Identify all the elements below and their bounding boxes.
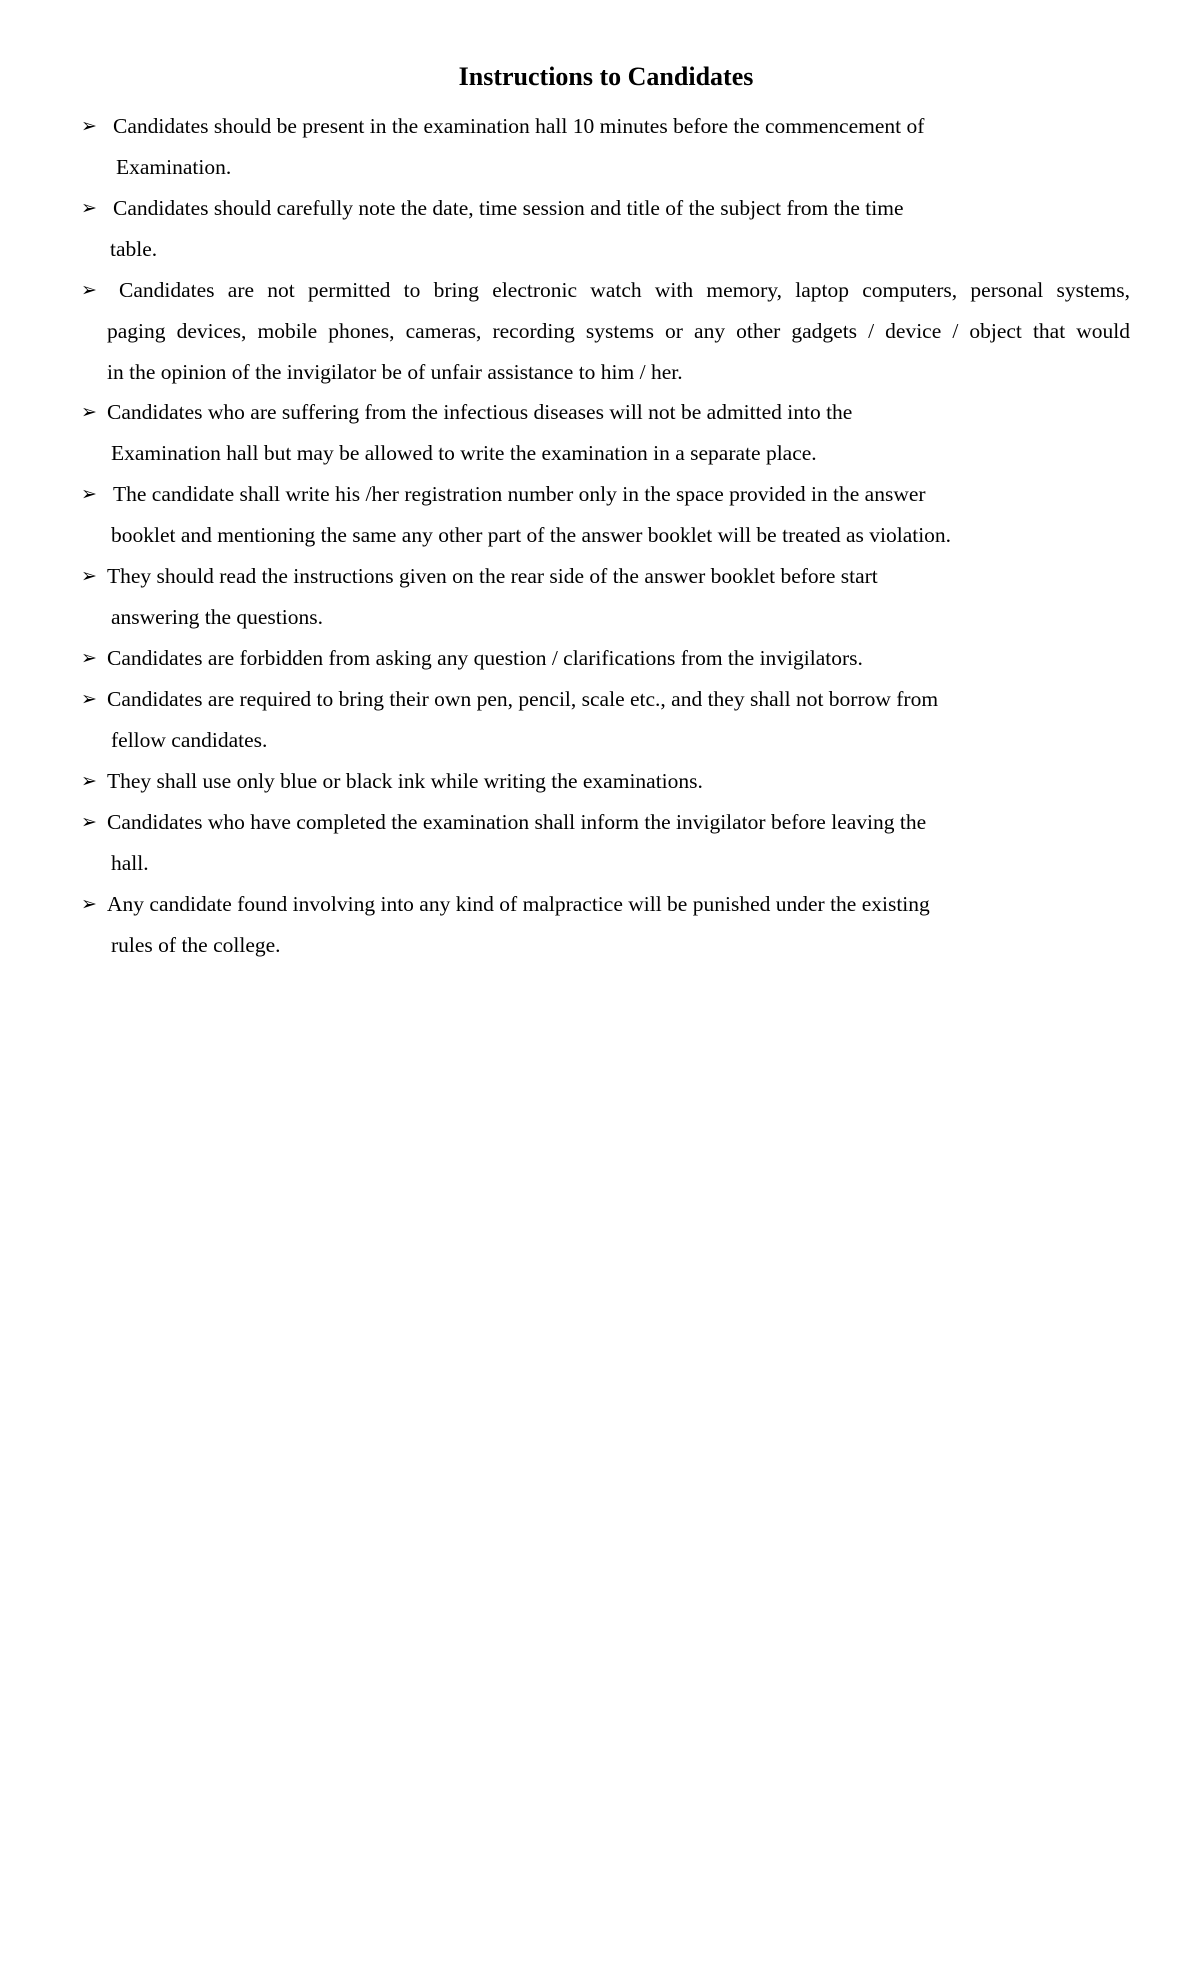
instruction-text-line: They should read the instructions given on the rear side of the answer booklet before start bbox=[107, 564, 878, 588]
document-title: Instructions to Candidates bbox=[458, 62, 754, 91]
instruction-text-line: Examination. bbox=[116, 155, 232, 179]
instruction-text-line: answering the questions. bbox=[111, 605, 323, 629]
instruction-text-line: fellow candidates. bbox=[111, 728, 268, 752]
arrow-bullet-icon: ➢ bbox=[81, 565, 97, 587]
instruction-text-line: Candidates are required to bring their own pen, pencil, scale etc., and they shall not borrow from bbox=[107, 687, 939, 711]
instruction-text-line: The candidate shall write his /her registration number only in the space provided in the answer bbox=[113, 482, 926, 506]
arrow-bullet-icon: ➢ bbox=[81, 770, 97, 792]
arrow-bullet-icon: ➢ bbox=[81, 811, 97, 833]
instruction-text-line: rules of the college. bbox=[111, 933, 281, 957]
arrow-bullet-icon: ➢ bbox=[81, 279, 97, 301]
instruction-text-line: Candidates who are suffering from the infectious diseases will not be admitted into the bbox=[107, 400, 853, 424]
instruction-text-line: Candidates who have completed the examination shall inform the invigilator before leaving the bbox=[107, 810, 927, 834]
arrow-bullet-icon: ➢ bbox=[81, 893, 97, 915]
arrow-bullet-icon: ➢ bbox=[81, 483, 97, 505]
instruction-text-line: They shall use only blue or black ink while writing the examinations. bbox=[107, 769, 703, 793]
instruction-text-line: table. bbox=[110, 237, 158, 261]
instruction-text-line: Examination hall but may be allowed to write the examination in a separate place. bbox=[111, 441, 817, 465]
instruction-text-line: paging devices, mobile phones, cameras, recording systems or any other gadgets / device / object that would bbox=[107, 319, 1130, 343]
instruction-text-line: booklet and mentioning the same any other part of the answer booklet will be treated as violation. bbox=[111, 523, 952, 547]
arrow-bullet-icon: ➢ bbox=[81, 401, 97, 423]
instruction-text-line: in the opinion of the invigilator be of unfair assistance to him / her. bbox=[107, 360, 683, 384]
arrow-bullet-icon: ➢ bbox=[81, 197, 97, 219]
arrow-bullet-icon: ➢ bbox=[81, 115, 97, 137]
instruction-text-line: Candidates should be present in the examination hall 10 minutes before the commencement of bbox=[113, 114, 925, 138]
instruction-text-line: hall. bbox=[111, 851, 149, 875]
arrow-bullet-icon: ➢ bbox=[81, 688, 97, 710]
instruction-text-line: Candidates are not permitted to bring electronic watch with memory, laptop computers, personal systems, bbox=[119, 278, 1130, 302]
instruction-text-line: Candidates should carefully note the date, time session and title of the subject from the time bbox=[113, 196, 904, 220]
instruction-text-line: Candidates are forbidden from asking any question / clarifications from the invigilators. bbox=[107, 646, 863, 670]
instruction-text-line: Any candidate found involving into any kind of malpractice will be punished under the existing bbox=[107, 892, 930, 916]
arrow-bullet-icon: ➢ bbox=[81, 647, 97, 669]
